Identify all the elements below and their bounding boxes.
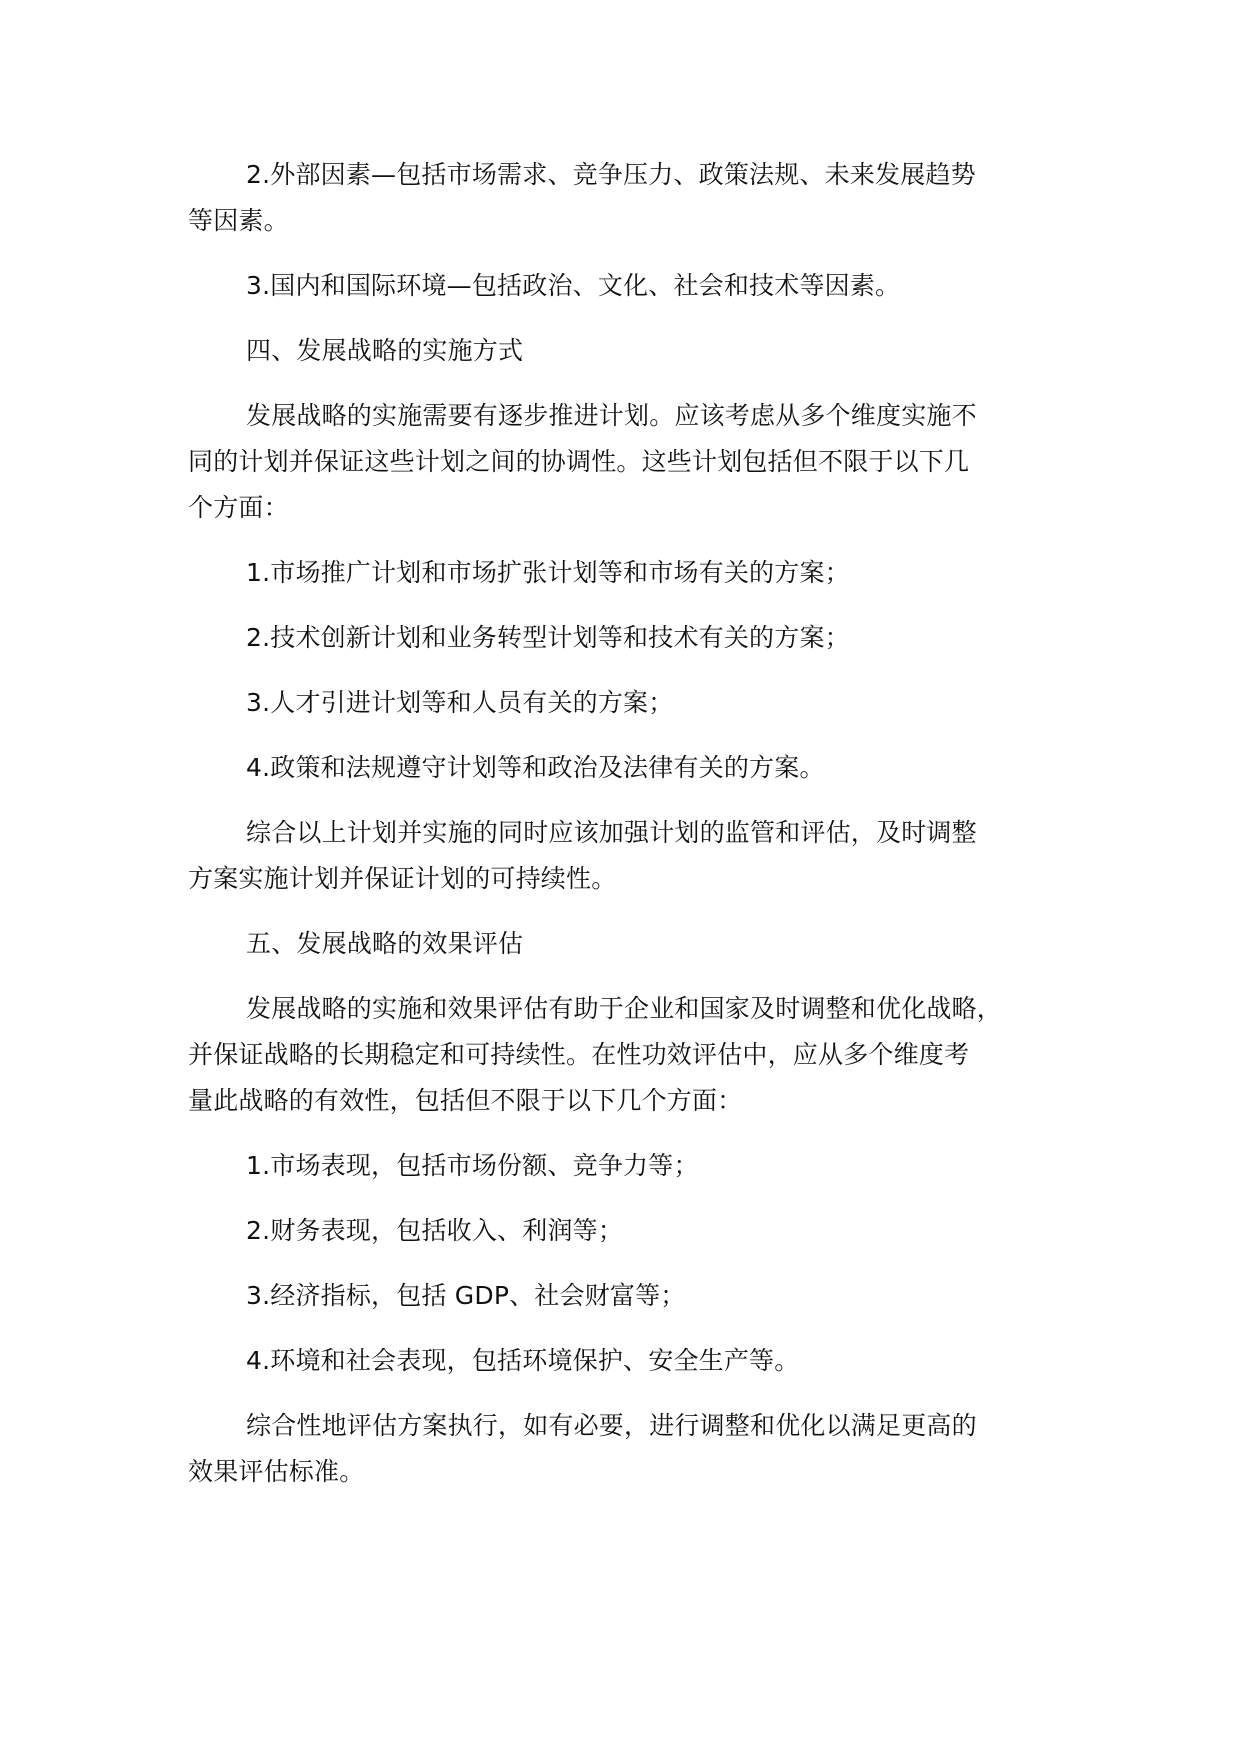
text-line: 4.政策和法规遵守计划等和政治及法律有关的方案。 — [246, 753, 825, 782]
paragraph-external-factors — [188, 152, 1088, 244]
document-body — [188, 152, 1088, 1495]
list-item-eval-1 — [188, 1143, 1088, 1189]
text-line: 效果评估标准。 — [188, 1457, 365, 1486]
text-line: 发展战略的实施和效果评估有助于企业和国家及时调整和优化战略， — [246, 994, 1003, 1023]
text-line: 4.环境和社会表现，包括环境保护、安全生产等。 — [246, 1346, 800, 1375]
text-line: 2.财务表现，包括收入、利润等； — [246, 1216, 624, 1245]
text-line: 1.市场表现，包括市场份额、竞争力等； — [246, 1151, 699, 1180]
section-heading: 五、发展战略的效果评估 — [246, 929, 524, 958]
text-line: 3.人才引进计划等和人员有关的方案； — [246, 688, 674, 717]
list-item-plan-3 — [188, 680, 1088, 726]
paragraph-evaluation-summary — [188, 1403, 1088, 1495]
list-item-plan-4 — [188, 745, 1088, 791]
text-line: 3.经济指标，包括 GDP、社会财富等； — [246, 1281, 686, 1310]
list-item-plan-1 — [188, 550, 1088, 596]
list-item-eval-2 — [188, 1208, 1088, 1254]
text-line: 综合以上计划并实施的同时应该加强计划的监管和评估，及时调整 — [246, 818, 977, 847]
text-line: 量此战略的有效性，包括但不限于以下几个方面： — [188, 1086, 743, 1115]
text-line: 综合性地评估方案执行，如有必要，进行调整和优化以满足更高的 — [246, 1411, 977, 1440]
text-line: 等因素。 — [188, 206, 289, 235]
paragraph-evaluation-intro — [188, 986, 1088, 1124]
text-line: 并保证战略的长期稳定和可持续性。在性功效评估中，应从多个维度考 — [188, 1040, 970, 1069]
text-line: 发展战略的实施需要有逐步推进计划。应该考虑从多个维度实施不 — [246, 401, 977, 430]
text-line: 方案实施计划并保证计划的可持续性。 — [188, 864, 617, 893]
list-item-plan-2 — [188, 615, 1088, 661]
list-item-eval-4 — [188, 1338, 1088, 1384]
text-line: 2.技术创新计划和业务转型计划等和技术有关的方案； — [246, 623, 850, 652]
section-heading-evaluation — [188, 921, 1088, 967]
text-line: 个方面： — [188, 493, 289, 522]
list-item-eval-3 — [188, 1273, 1088, 1319]
paragraph-implementation-summary — [188, 810, 1088, 902]
paragraph-implementation-intro — [188, 393, 1088, 531]
section-heading-implementation — [188, 328, 1088, 374]
section-heading: 四、发展战略的实施方式 — [246, 336, 524, 365]
text-line: 3.国内和国际环境—包括政治、文化、社会和技术等因素。 — [246, 271, 901, 300]
paragraph-environment — [188, 263, 1088, 309]
text-line: 同的计划并保证这些计划之间的协调性。这些计划包括但不限于以下几 — [188, 447, 970, 476]
text-line: 2.外部因素—包括市场需求、竞争压力、政策法规、未来发展趋势 — [246, 160, 976, 189]
text-line: 1.市场推广计划和市场扩张计划等和市场有关的方案； — [246, 558, 850, 587]
